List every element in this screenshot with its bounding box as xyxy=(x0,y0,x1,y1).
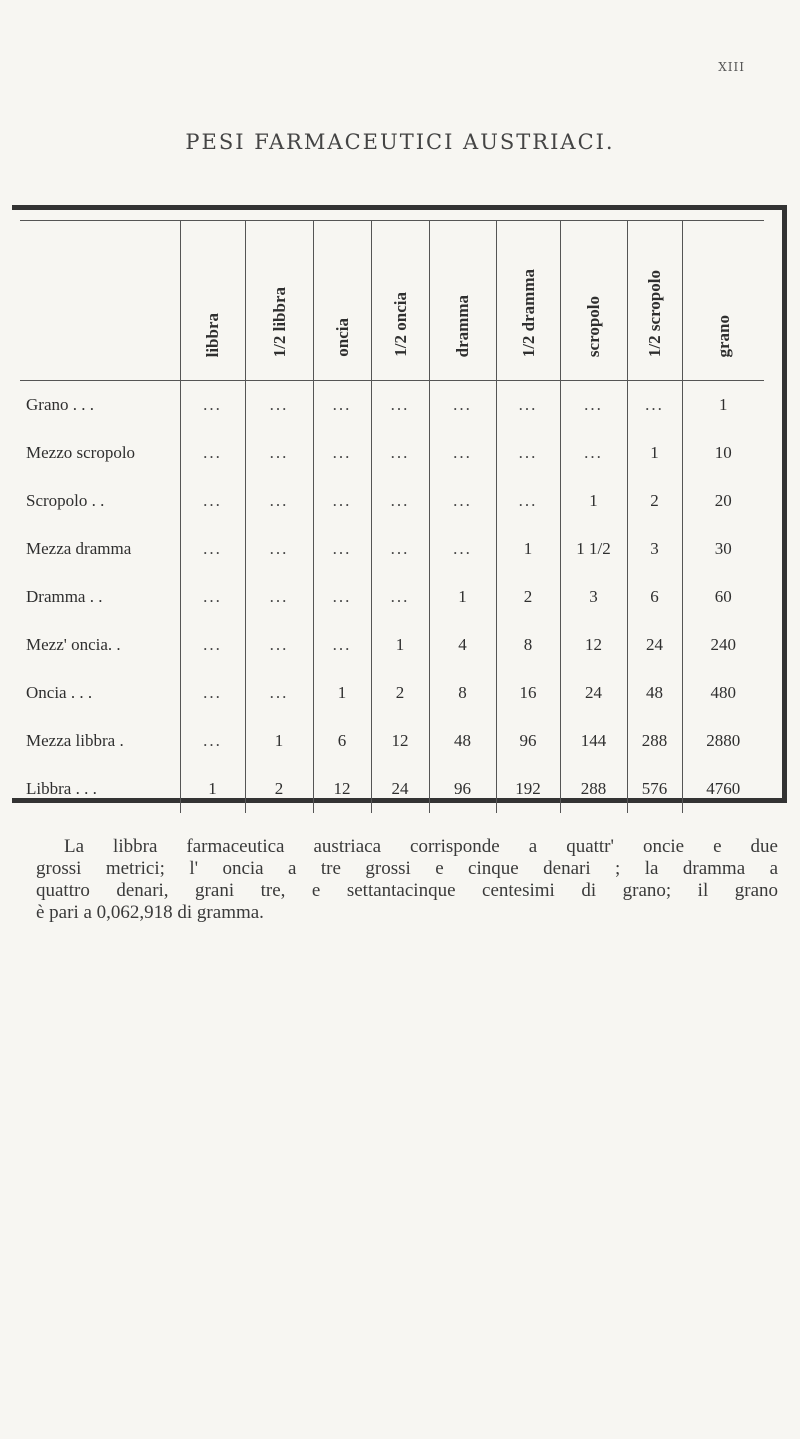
table-cell: ... xyxy=(429,525,496,573)
table-cell: 1 1/2 xyxy=(560,525,627,573)
row-label: Scropolo . . xyxy=(26,490,105,510)
column-header: dramma xyxy=(429,221,496,381)
column-header: 1/2 libbra xyxy=(245,221,313,381)
page-number: XIII xyxy=(718,60,745,74)
table-cell: 1 xyxy=(429,573,496,621)
notes-line: quattro denari, grani tre, e settantacinque centesimi di grano; il grano xyxy=(36,880,778,901)
notes-line: grossi metrici; l' oncia a tre grossi e cinque denari ; la dramma a xyxy=(36,858,778,879)
table-cell: 8 xyxy=(496,621,560,669)
table-cell: 3 xyxy=(560,573,627,621)
table-cell: 6 xyxy=(313,717,371,765)
table-cell: ... xyxy=(313,525,371,573)
table-cell: 6 xyxy=(627,573,682,621)
table-row xyxy=(20,621,764,669)
table-cell: 1 xyxy=(682,381,764,429)
row-label: Dramma . . xyxy=(26,586,103,606)
notes-line: La libbra farmaceutica austriaca corrisponde a quattr' oncie e due xyxy=(64,836,778,857)
table-row xyxy=(20,717,764,765)
table-cell: ... xyxy=(429,381,496,429)
table-cell: 192 xyxy=(496,765,560,813)
table-cell: ... xyxy=(313,621,371,669)
table-cell: ... xyxy=(180,429,245,477)
table-cell: 1 xyxy=(180,765,245,813)
table-cell: 10 xyxy=(682,429,764,477)
table-cell: 2 xyxy=(371,669,429,717)
table-row xyxy=(20,525,764,573)
table-cell: ... xyxy=(313,381,371,429)
page-title: PESI FARMACEUTICI AUSTRIACI. xyxy=(185,130,615,154)
table-cell: 8 xyxy=(429,669,496,717)
table-cell: ... xyxy=(245,621,313,669)
table-cell: ... xyxy=(627,381,682,429)
table-cell: ... xyxy=(496,381,560,429)
table-cell: ... xyxy=(371,381,429,429)
table-cell: 48 xyxy=(429,717,496,765)
table-cell: ... xyxy=(180,573,245,621)
table-cell: ... xyxy=(496,429,560,477)
row-label: Oncia . . . xyxy=(26,682,93,702)
table-cell: 12 xyxy=(371,717,429,765)
table-cell: ... xyxy=(245,573,313,621)
table-cell: 3 xyxy=(627,525,682,573)
table-cell: ... xyxy=(313,477,371,525)
table-row xyxy=(20,573,764,621)
row-label: Mezzo scropolo xyxy=(26,442,136,462)
table-cell: 1 xyxy=(313,669,371,717)
table-cell: 2880 xyxy=(682,717,764,765)
notes-paragraph xyxy=(36,836,778,924)
table-cell: 1 xyxy=(627,429,682,477)
column-header: grano xyxy=(682,221,764,381)
weights-table-frame xyxy=(12,205,787,803)
table-cell: 2 xyxy=(627,477,682,525)
table-cell: ... xyxy=(245,525,313,573)
table-cell: 96 xyxy=(496,717,560,765)
row-label: Mezz' oncia. . xyxy=(26,634,121,654)
column-header: libbra xyxy=(180,221,245,381)
table-cell: 24 xyxy=(627,621,682,669)
table-cell: 4 xyxy=(429,621,496,669)
table-body xyxy=(20,381,764,813)
table-cell: ... xyxy=(180,381,245,429)
table-cell: 48 xyxy=(627,669,682,717)
table-cell: 24 xyxy=(560,669,627,717)
table-cell: ... xyxy=(429,429,496,477)
table-cell: 1 xyxy=(245,717,313,765)
table-cell: ... xyxy=(245,477,313,525)
table-cell: 480 xyxy=(682,669,764,717)
table-corner xyxy=(20,221,180,381)
table-cell: 20 xyxy=(682,477,764,525)
table-cell: ... xyxy=(371,525,429,573)
table-cell: ... xyxy=(371,477,429,525)
column-header: 1/2 scropolo xyxy=(627,221,682,381)
table-cell: ... xyxy=(180,477,245,525)
table-cell: ... xyxy=(560,429,627,477)
table-cell: 96 xyxy=(429,765,496,813)
table-cell: 2 xyxy=(245,765,313,813)
table-cell: 1 xyxy=(496,525,560,573)
table-cell: 30 xyxy=(682,525,764,573)
table-cell: 1 xyxy=(371,621,429,669)
table-cell: ... xyxy=(180,621,245,669)
table-row xyxy=(20,669,764,717)
table-cell: 1 xyxy=(560,477,627,525)
table-cell: 2 xyxy=(496,573,560,621)
table-cell: 288 xyxy=(560,765,627,813)
table-cell: 24 xyxy=(371,765,429,813)
column-header: scropolo xyxy=(560,221,627,381)
table-cell: ... xyxy=(313,429,371,477)
column-header: 1/2 dramma xyxy=(496,221,560,381)
table-cell: ... xyxy=(313,573,371,621)
table-cell: ... xyxy=(560,381,627,429)
table-cell: 12 xyxy=(560,621,627,669)
row-label: Mezza libbra . xyxy=(26,730,124,750)
table-cell: 576 xyxy=(627,765,682,813)
table-cell: ... xyxy=(245,429,313,477)
table-cell: ... xyxy=(371,429,429,477)
table-row xyxy=(20,429,764,477)
table-cell: 16 xyxy=(496,669,560,717)
table-cell: ... xyxy=(180,669,245,717)
table-row xyxy=(20,381,764,429)
table-cell: ... xyxy=(371,573,429,621)
row-label: Libbra . . . xyxy=(26,778,97,798)
notes-line: è pari a 0,062,918 di gramma. xyxy=(36,902,264,923)
row-label: Mezza dramma xyxy=(26,538,132,558)
table-row xyxy=(20,765,764,813)
table-cell: ... xyxy=(245,669,313,717)
weights-table xyxy=(20,220,764,813)
table-cell: 240 xyxy=(682,621,764,669)
table-cell: ... xyxy=(429,477,496,525)
table-cell: ... xyxy=(496,477,560,525)
table-cell: ... xyxy=(180,525,245,573)
table-cell: 12 xyxy=(313,765,371,813)
table-cell: ... xyxy=(180,717,245,765)
column-header: 1/2 oncia xyxy=(371,221,429,381)
table-cell: 144 xyxy=(560,717,627,765)
table-cell: ... xyxy=(245,381,313,429)
column-header: oncia xyxy=(313,221,371,381)
row-label: Grano . . . xyxy=(26,394,94,414)
table-header-row xyxy=(20,221,764,381)
table-cell: 60 xyxy=(682,573,764,621)
table-cell: 288 xyxy=(627,717,682,765)
table-cell: 4760 xyxy=(682,765,764,813)
table-row xyxy=(20,477,764,525)
